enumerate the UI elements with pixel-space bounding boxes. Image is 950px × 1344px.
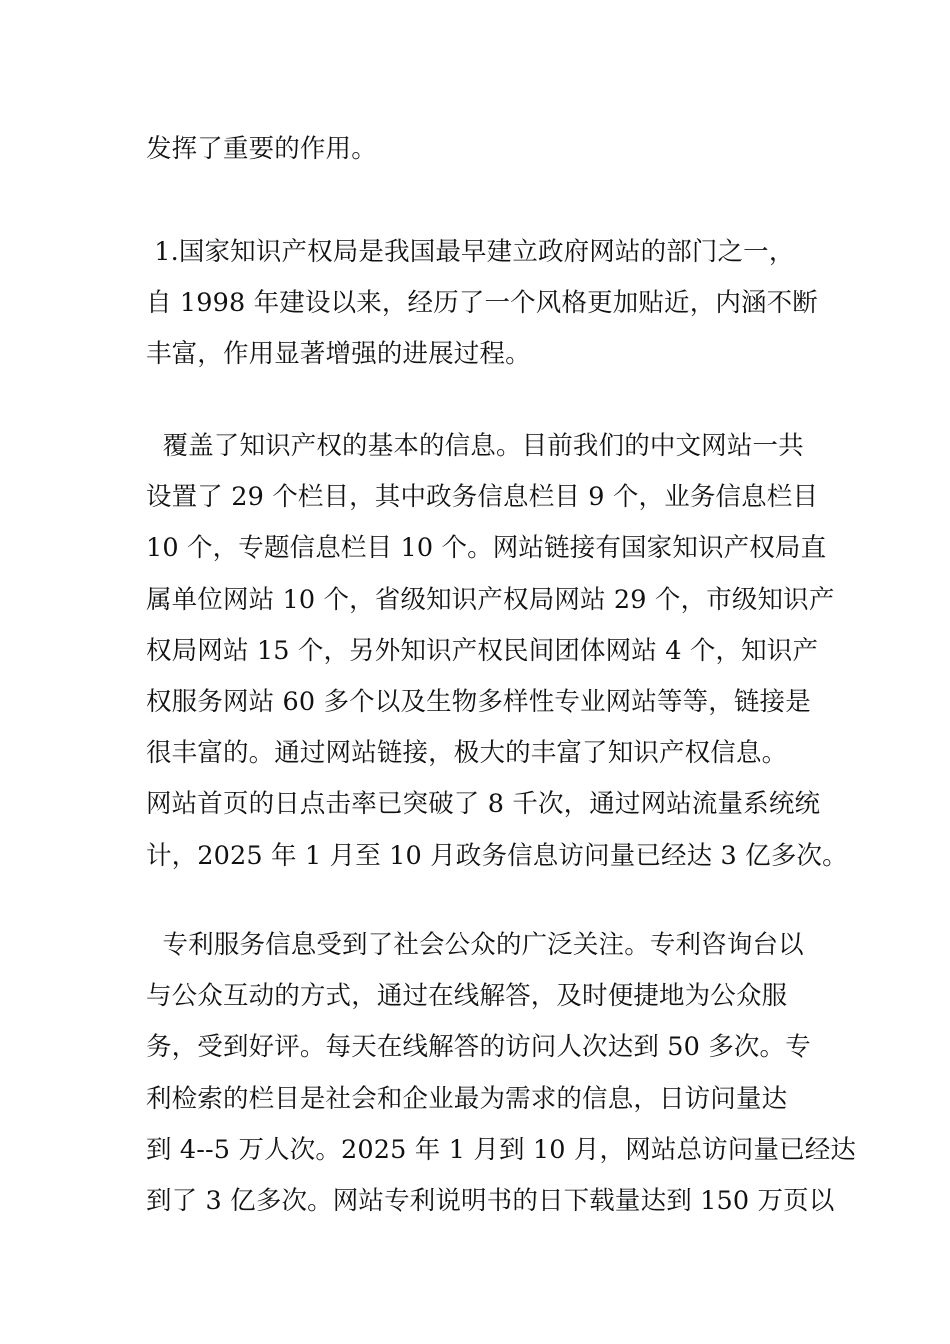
text-line: 1.国家知识产权局是我国最早建立政府网站的部门之一，: [146, 237, 795, 267]
text-line: 设置了 29 个栏目，其中政务信息栏目 9 个，业务信息栏目: [146, 482, 819, 513]
paragraph-closing-fragment: [146, 124, 810, 175]
text-line: 权服务网站 60 多个以及生物多样性专业网站等等，链接是: [146, 686, 811, 717]
text-line: 专利服务信息受到了社会公众的广泛关注。专利咨询台以: [146, 930, 804, 960]
text-line: 网站首页的日点击率已突破了 8 千次，通过网站流量系统统: [146, 789, 821, 820]
text-line: 利检索的栏目是社会和企业最为需求的信息，日访问量达: [146, 1083, 788, 1114]
text-line: 很丰富的。通过网站链接，极大的丰富了知识产权信息。: [146, 738, 788, 769]
text-line: 10 个，专题信息栏目 10 个。网站链接有国家知识产权局直: [146, 533, 827, 564]
text-line: 丰富，作用显著增强的进展过程。: [146, 339, 531, 370]
text-line: 与公众互动的方式，通过在线解答，及时便捷地为公众服: [146, 981, 788, 1012]
text-line: 覆盖了知识产权的基本的信息。目前我们的中文网站一共: [146, 431, 804, 461]
paragraph-item-1: [146, 227, 818, 381]
paragraph-patent-services: [146, 920, 857, 1227]
text-line: 属单位网站 10 个，省级知识产权局网站 29 个，市级知识产: [146, 584, 835, 615]
text-line: 自 1998 年建设以来，经历了一个风格更加贴近，内涵不断: [146, 288, 818, 319]
paragraph-website-coverage: [146, 421, 848, 882]
text-line: 到了 3 亿多次。网站专利说明书的日下载量达到 150 万页以: [146, 1185, 835, 1216]
text-line: 计，2025 年 1 月至 10 月政务信息访问量已经达 3 亿多次。: [146, 840, 848, 871]
text-line: 到 4--5 万人次。2025 年 1 月到 10 月，网站总访问量已经达: [146, 1134, 857, 1165]
text-line: 务，受到好评。每天在线解答的访问人次达到 50 多次。专: [146, 1032, 811, 1063]
text-line: 权局网站 15 个，另外知识产权民间团体网站 4 个，知识产: [146, 635, 819, 666]
text-line: 发挥了重要的作用。: [146, 134, 377, 164]
